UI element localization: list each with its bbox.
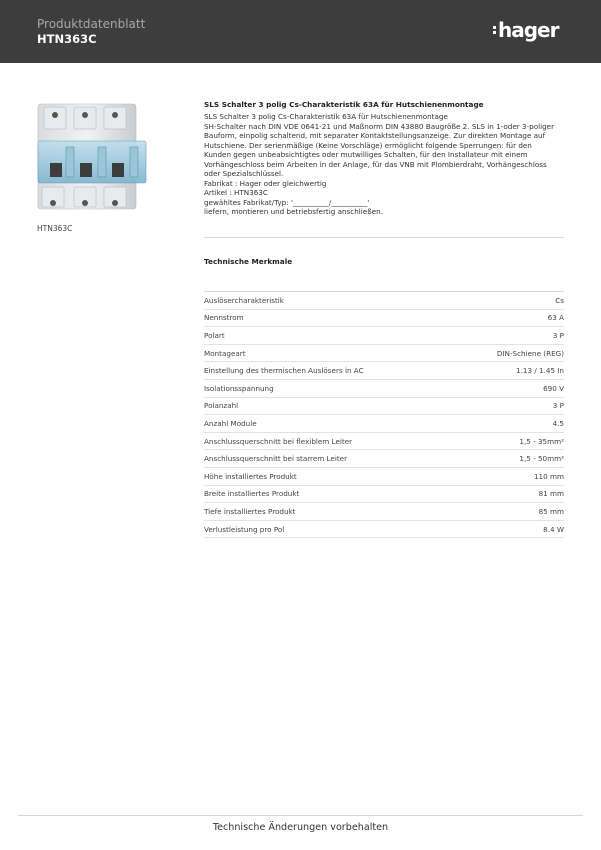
spec-row <box>204 521 564 539</box>
spec-row <box>204 503 564 521</box>
spec-row <box>204 345 564 363</box>
image-caption: HTN363C <box>37 224 73 233</box>
footer-note: Technische Änderungen vorbehalten <box>212 822 389 833</box>
description-line: Artikel : HTN363C <box>204 188 268 197</box>
spec-row <box>204 398 564 416</box>
spec-row <box>204 486 564 504</box>
spec-value: Cs <box>555 295 564 305</box>
product-description <box>204 112 574 217</box>
spec-row <box>204 415 564 433</box>
spec-label: Anschlussquerschnitt bei starrem Leiter <box>204 454 348 464</box>
hager-logo <box>493 18 558 42</box>
spec-value: 4.5 <box>552 418 564 428</box>
spec-label: Tiefe installiertes Produkt <box>204 506 296 516</box>
product-image <box>36 101 149 216</box>
spec-row <box>204 292 564 310</box>
spec-value: DIN-Schiene (REG) <box>496 348 564 358</box>
spec-row <box>204 450 564 468</box>
spec-row <box>204 362 564 380</box>
spec-value: 110 mm <box>533 471 564 481</box>
spec-value: 85 mm <box>538 506 564 516</box>
spec-label: Anschlussquerschnitt bei flexiblem Leiter <box>204 436 353 446</box>
description-line: Bauform, einpolig schaltend, mit separater Kontaktstellungsanzeige. Zur direkten Montage auf <box>204 131 546 140</box>
description-line: gewähltes Fabrikat/Typ: '__________/__________' <box>204 197 370 207</box>
description-line: Vorhängeschloss beim Arbeiten in der Anlage, für das VNB mit Plombierdraht, Vorhängeschloss <box>204 159 547 169</box>
spec-label: Breite installiertes Produkt <box>204 489 300 499</box>
spec-label: Polanzahl <box>204 401 239 411</box>
spec-value: 1,5 - 50mm² <box>519 454 564 464</box>
spec-value: 3 P <box>552 330 564 340</box>
logo-mark-icon <box>493 25 496 35</box>
circuit-breaker-image <box>36 101 149 216</box>
spec-row <box>204 380 564 398</box>
spec-row <box>204 310 564 328</box>
section-divider <box>204 237 564 238</box>
spec-row <box>204 468 564 486</box>
description-line: Hutschiene. Der serienmäßige (Keine Vorschläge) ermöglicht folgende Sperrungen: für den <box>204 140 532 150</box>
product-code: HTN363C <box>37 32 97 46</box>
description-line: liefern, montieren und betriebsfertig anschließen. <box>204 207 383 216</box>
spec-label: Isolationsspannung <box>204 383 274 393</box>
spec-label: Polart <box>204 330 225 340</box>
spec-label: Anzahl Module <box>204 418 257 428</box>
section-title: Technische Merkmale <box>204 257 293 266</box>
spec-value: 3 P <box>552 401 564 411</box>
product-title: SLS Schalter 3 polig Cs-Charakteristik 63A für Hutschienenmontage <box>204 100 484 109</box>
spec-value: 1,5 - 35mm² <box>519 436 564 446</box>
spec-value: 63 A <box>547 313 564 323</box>
spec-value: 1.13 / 1.45 In <box>516 366 564 376</box>
spec-value: 690 V <box>543 383 564 393</box>
header-bar <box>0 0 601 63</box>
spec-table <box>204 291 564 538</box>
description-line: Fabrikat : Hager oder gleichwertig <box>204 178 327 188</box>
spec-label: Einstellung des thermischen Auslösers in AC <box>204 366 364 376</box>
spec-label: Montageart <box>204 348 246 358</box>
spec-label: Verlustleistung pro Pol <box>204 524 285 534</box>
spec-label: Nennstrom <box>204 313 244 323</box>
spec-value: 81 mm <box>538 489 564 499</box>
document-type: Produktdatenblatt <box>37 17 146 31</box>
description-line: SH-Schalter nach DIN VDE 0641-21 und Maßnorm DIN 43880 Baugröße 2. SLS in 1-oder 3-poliger <box>204 121 555 131</box>
spec-row <box>204 327 564 345</box>
spec-label: Höhe installiertes Produkt <box>204 471 297 481</box>
spec-label: Auslösercharakteristik <box>204 295 284 305</box>
footer-divider <box>18 815 583 816</box>
description-line: oder Spezialschlüssel. <box>204 169 284 178</box>
spec-row <box>204 433 564 451</box>
logo-text: hager <box>498 18 559 42</box>
description-line: SLS Schalter 3 polig Cs-Charakteristik 63A für Hutschienenmontage <box>204 112 448 121</box>
spec-value: 8.4 W <box>543 524 564 534</box>
description-line: Kunden gegen unbeabsichtigtes oder mutwilliges Schalten, für den Installateur mit einem <box>204 150 528 159</box>
